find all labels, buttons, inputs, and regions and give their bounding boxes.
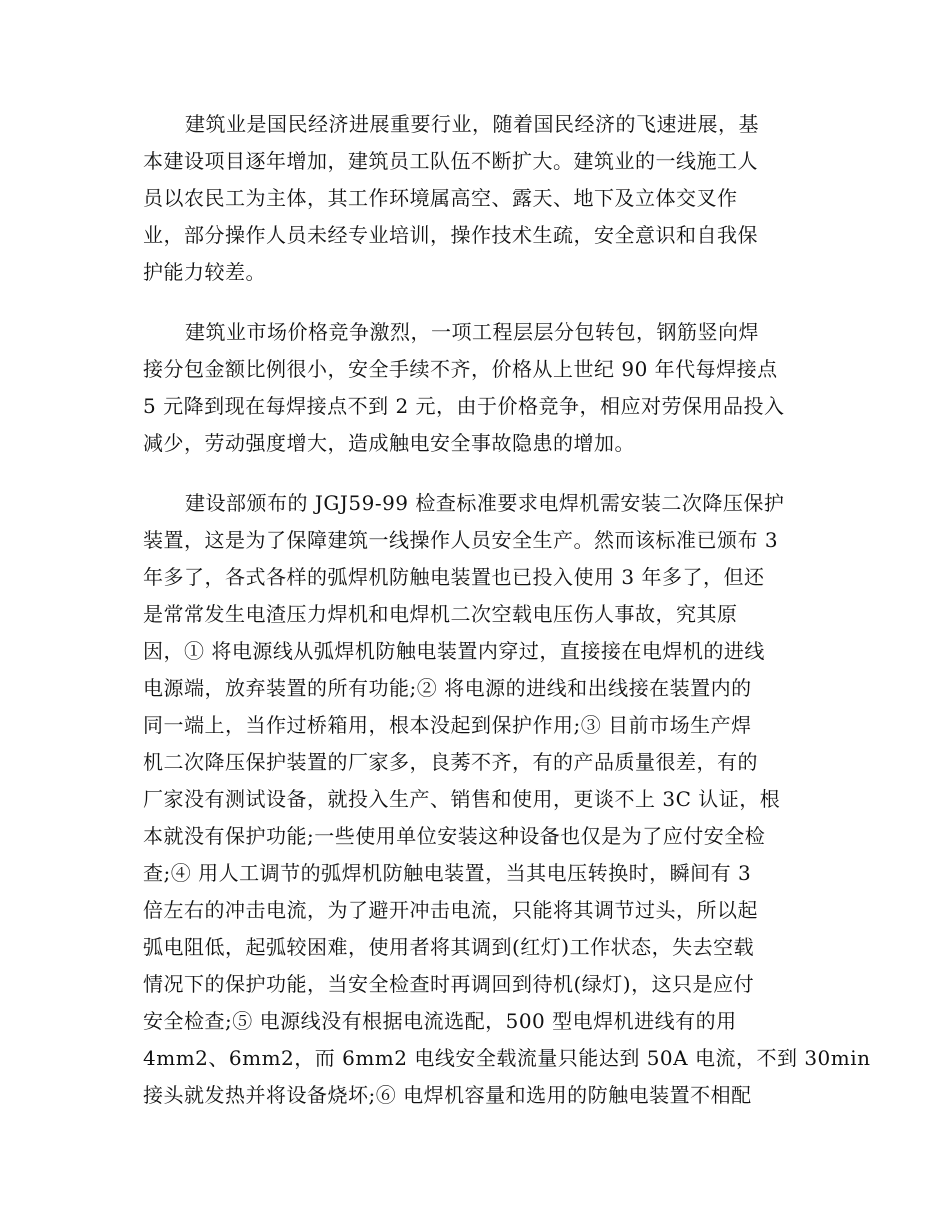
text-line: 建设部颁布的 JGJ59-99 检查标准要求电焊机需安装二次降压保护 — [185, 491, 785, 515]
text-line: 弧电阻低，起弧较困难，使用者将其调到(红灯)工作状态，失去空载 — [143, 935, 755, 959]
paragraph-3 — [143, 485, 871, 1114]
text-line: 建筑业是国民经济进展重要行业，随着国民经济的飞速进展，基 — [185, 112, 759, 136]
text-line: 查;④ 用人工调节的弧焊机防触电装置，当其电压转换时，瞬间有 3 — [143, 861, 752, 885]
text-line: 接头就发热并将设备烧坏;⑥ 电焊机容量和选用的防触电装置不相配 — [143, 1083, 752, 1107]
text-line: 接分包金额比例很小，安全手续不齐，价格从上世纪 90 年代每焊接点 — [143, 357, 778, 381]
text-line: 同一端上，当作过桥箱用，根本没起到保护作用;③ 目前市场生产焊 — [143, 713, 752, 737]
text-line: 安全检查;⑤ 电源线没有根据电流选配，500 型电焊机进线有的用 — [143, 1009, 737, 1033]
text-line: 倍左右的冲击电流，为了避开冲击电流，只能将其调节过头，所以起 — [143, 898, 758, 922]
text-line: 本建设项目逐年增加，建筑员工队伍不断扩大。建筑业的一线施工人 — [143, 149, 758, 173]
text-line: 业，部分操作人员未经专业培训，操作技术生疏，安全意识和自我保 — [143, 223, 758, 247]
text-line: 护能力较差。 — [143, 260, 266, 284]
text-line: 本就没有保护功能;一些使用单位安装这种设备也仅是为了应付安全检 — [143, 824, 766, 848]
text-line: 机二次降压保护装置的厂家多，良莠不齐，有的产品质量很差，有的 — [143, 750, 758, 774]
text-line: 年多了，各式各样的弧焊机防触电装置也已投入使用 3 年多了，但还 — [143, 565, 765, 589]
text-line: 电源端，放弃装置的所有功能;② 将电源的进线和出线接在装置内的 — [143, 676, 752, 700]
paragraph-2 — [143, 314, 811, 462]
document-body — [143, 106, 871, 1137]
text-line: 4mm2、6mm2，而 6mm2 电线安全载流量只能达到 50A 电流，不到 30min — [143, 1046, 871, 1070]
paragraph-1 — [143, 106, 811, 291]
text-line: 减少，劳动强度增大，造成触电安全事故隐患的增加。 — [143, 431, 635, 455]
text-line: 是常常发生电渣压力焊机和电焊机二次空载电压伤人事故，究其原 — [143, 602, 738, 626]
text-line: 因，① 将电源线从弧焊机防触电装置内穿过，直接接在电焊机的进线 — [143, 639, 765, 663]
text-line: 建筑业市场价格竞争激烈，一项工程层层分包转包，钢筋竖向焊 — [185, 320, 759, 344]
text-line: 情况下的保护功能，当安全检查时再调回到待机(绿灯)，这只是应付 — [143, 972, 755, 996]
text-line: 装置，这是为了保障建筑一线操作人员安全生产。然而该标准已颁布 3 — [143, 528, 779, 552]
text-line: 厂家没有测试设备，就投入生产、销售和使用，更谈不上 3C 认证，根 — [143, 787, 781, 811]
text-line: 员以农民工为主体，其工作环境属高空、露天、地下及立体交叉作 — [143, 186, 738, 210]
text-line: 5 元降到现在每焊接点不到 2 元，由于价格竞争，相应对劳保用品投入 — [143, 394, 785, 418]
